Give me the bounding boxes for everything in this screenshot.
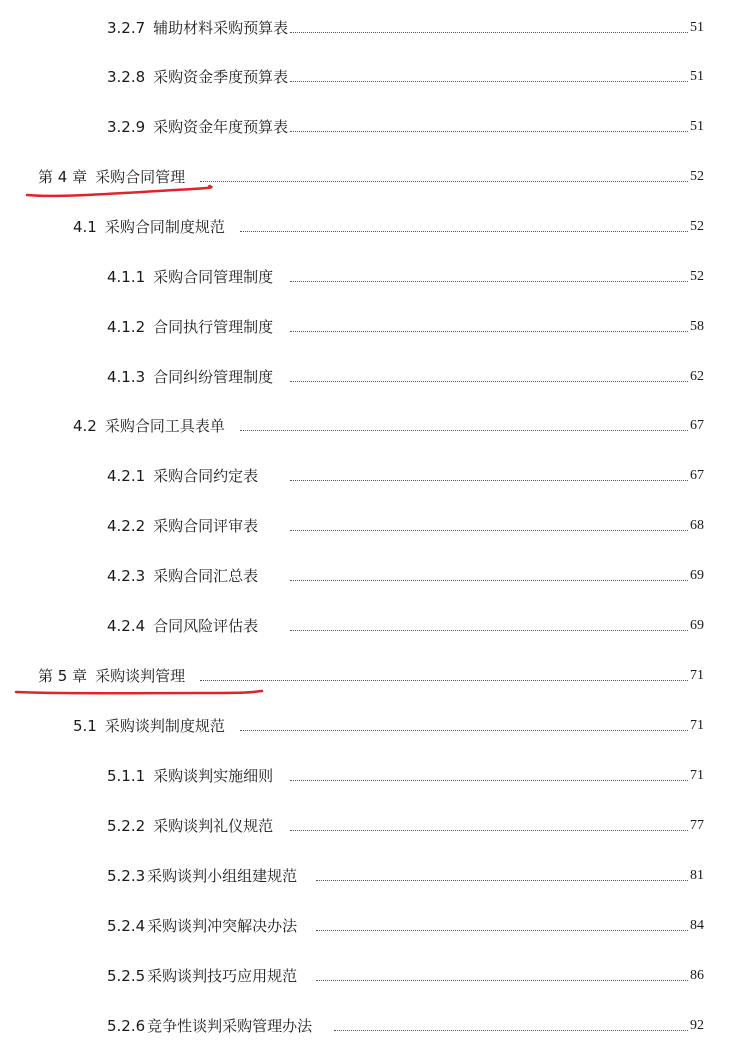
toc-leader-dots bbox=[290, 830, 698, 831]
toc-entry-title bbox=[38, 664, 187, 688]
toc-entry-title bbox=[107, 764, 275, 788]
toc-entry-title bbox=[107, 614, 260, 638]
toc-page-number: 68 bbox=[688, 514, 704, 538]
toc-page-number: 52 bbox=[688, 265, 704, 289]
toc-entry-number: 5.1.1 bbox=[107, 767, 146, 785]
toc-entry-number: 4.1.2 bbox=[107, 318, 146, 336]
toc-page-number: 71 bbox=[688, 764, 704, 788]
toc-entry[interactable] bbox=[0, 464, 740, 488]
toc-entry-label: 采购资金季度预算表 bbox=[153, 68, 289, 86]
toc-entry-label: 采购谈判管理 bbox=[95, 667, 186, 685]
toc-entry[interactable] bbox=[0, 315, 740, 339]
toc-entry[interactable] bbox=[0, 265, 740, 289]
toc-leader-dots bbox=[316, 880, 698, 881]
toc-leader-dots bbox=[290, 32, 698, 33]
toc-leader-dots bbox=[240, 430, 698, 431]
toc-entry[interactable] bbox=[0, 564, 740, 588]
toc-entry-number: 5.2.5 bbox=[107, 967, 146, 985]
toc-leader-dots bbox=[316, 980, 698, 981]
toc-page-number: 71 bbox=[688, 714, 704, 738]
toc-entry-label: 采购谈判制度规范 bbox=[104, 717, 225, 735]
toc-leader-dots bbox=[290, 530, 698, 531]
toc-entry-title bbox=[73, 215, 227, 239]
toc-page-number: 51 bbox=[688, 65, 704, 89]
toc-entry-title bbox=[107, 265, 275, 289]
toc-entry-title bbox=[107, 115, 290, 139]
toc-entry[interactable] bbox=[0, 864, 740, 888]
toc-entry-number: 4.1.1 bbox=[107, 268, 146, 286]
toc-entry[interactable] bbox=[0, 964, 740, 988]
toc-entry-number: 4.2.1 bbox=[107, 467, 146, 485]
toc-leader-dots bbox=[290, 630, 698, 631]
toc-entry-title bbox=[107, 864, 299, 888]
toc-entry-number: 4.1 bbox=[73, 218, 97, 236]
toc-entry-label: 合同纠纷管理制度 bbox=[153, 368, 274, 386]
toc-page-number: 69 bbox=[688, 614, 704, 638]
toc-page-number: 86 bbox=[688, 964, 704, 988]
toc-entry-label: 合同执行管理制度 bbox=[153, 318, 274, 336]
toc-page-number: 52 bbox=[688, 165, 704, 189]
toc-entry-title bbox=[107, 1014, 314, 1038]
toc-entry-number: 3.2.9 bbox=[107, 118, 146, 136]
toc-entry-number: 3.2.8 bbox=[107, 68, 146, 86]
toc-section-entry[interactable] bbox=[0, 215, 740, 239]
toc-leader-dots bbox=[316, 930, 698, 931]
toc-entry-label: 采购合同管理制度 bbox=[153, 268, 274, 286]
toc-page-number: 77 bbox=[688, 814, 704, 838]
toc-leader-dots bbox=[290, 580, 698, 581]
toc-entry-number: 4.2.3 bbox=[107, 567, 146, 585]
toc-leader-dots bbox=[240, 231, 698, 232]
toc-page-number: 67 bbox=[688, 414, 704, 438]
toc-entry-title bbox=[107, 914, 299, 938]
red-underline-chapter-5 bbox=[16, 691, 262, 693]
toc-leader-dots bbox=[290, 81, 698, 82]
toc-entry-label: 采购谈判小组组建规范 bbox=[147, 867, 298, 885]
toc-page-number: 71 bbox=[688, 664, 704, 688]
toc-entry-label: 采购资金年度预算表 bbox=[153, 118, 289, 136]
toc-leader-dots bbox=[290, 480, 698, 481]
toc-chapter-entry[interactable] bbox=[0, 664, 740, 688]
toc-leader-dots bbox=[334, 1030, 698, 1031]
toc-entry-label: 合同风险评估表 bbox=[153, 617, 259, 635]
toc-entry-title bbox=[107, 814, 275, 838]
toc-entry-number: 4.2.4 bbox=[107, 617, 146, 635]
toc-entry-label: 采购合同管理 bbox=[95, 168, 186, 186]
toc-page-number: 92 bbox=[688, 1014, 704, 1038]
toc-entry-label: 采购合同评审表 bbox=[153, 517, 259, 535]
toc-entry[interactable] bbox=[0, 814, 740, 838]
toc-entry-number: 5.2.2 bbox=[107, 817, 146, 835]
toc-entry-label: 采购谈判礼仪规范 bbox=[153, 817, 274, 835]
toc-entry-label: 采购合同工具表单 bbox=[104, 417, 225, 435]
toc-entry-label: 辅助材料采购预算表 bbox=[153, 19, 289, 37]
toc-entry-label: 采购谈判技巧应用规范 bbox=[147, 967, 298, 985]
toc-entry[interactable] bbox=[0, 614, 740, 638]
toc-page-number: 51 bbox=[688, 16, 704, 40]
toc-entry-number: 4.1.3 bbox=[107, 368, 146, 386]
toc-entry-number: 5.2.4 bbox=[107, 917, 146, 935]
toc-entry-title bbox=[107, 65, 290, 89]
toc-leader-dots bbox=[200, 181, 698, 182]
toc-entry[interactable] bbox=[0, 16, 740, 40]
toc-entry-number: 第 4 章 bbox=[38, 168, 88, 186]
toc-chapter-entry[interactable] bbox=[0, 165, 740, 189]
toc-entry-title bbox=[38, 165, 187, 189]
toc-page-number: 69 bbox=[688, 564, 704, 588]
toc-leader-dots bbox=[290, 381, 698, 382]
toc-entry-label: 采购谈判实施细则 bbox=[153, 767, 274, 785]
toc-entry-number: 5.2.3 bbox=[107, 867, 146, 885]
toc-entry-number: 第 5 章 bbox=[38, 667, 88, 685]
toc-section-entry[interactable] bbox=[0, 414, 740, 438]
toc-entry-label: 采购合同汇总表 bbox=[153, 567, 259, 585]
toc-page-number: 84 bbox=[688, 914, 704, 938]
toc-entry[interactable] bbox=[0, 764, 740, 788]
toc-entry[interactable] bbox=[0, 65, 740, 89]
toc-entry-title bbox=[107, 514, 260, 538]
toc-page-number: 58 bbox=[688, 315, 704, 339]
toc-leader-dots bbox=[200, 680, 698, 681]
toc-page-number: 62 bbox=[688, 365, 704, 389]
toc-leader-dots bbox=[290, 331, 698, 332]
toc-entry[interactable] bbox=[0, 365, 740, 389]
toc-entry-label: 竞争性谈判采购管理办法 bbox=[147, 1017, 313, 1035]
toc-entry[interactable] bbox=[0, 1014, 740, 1038]
toc-entry-label: 采购谈判冲突解决办法 bbox=[147, 917, 298, 935]
toc-leader-dots bbox=[240, 730, 698, 731]
toc-entry-title bbox=[107, 564, 260, 588]
toc-entry-title bbox=[107, 964, 299, 988]
toc-entry-number: 4.2 bbox=[73, 417, 97, 435]
toc-entry-label: 采购合同约定表 bbox=[153, 467, 259, 485]
toc-entry[interactable] bbox=[0, 914, 740, 938]
toc-page-number: 81 bbox=[688, 864, 704, 888]
toc-leader-dots bbox=[290, 131, 698, 132]
toc-page-number: 52 bbox=[688, 215, 704, 239]
toc-entry-title bbox=[107, 464, 260, 488]
toc-entry-number: 5.2.6 bbox=[107, 1017, 146, 1035]
toc-entry-title bbox=[107, 365, 275, 389]
toc-entry-label: 采购合同制度规范 bbox=[104, 218, 225, 236]
toc-section-entry[interactable] bbox=[0, 714, 740, 738]
toc-entry-title bbox=[73, 714, 227, 738]
toc-entry-number: 3.2.7 bbox=[107, 19, 146, 37]
toc-entry-number: 4.2.2 bbox=[107, 517, 146, 535]
toc-leader-dots bbox=[290, 281, 698, 282]
toc-page-number: 67 bbox=[688, 464, 704, 488]
toc-entry[interactable] bbox=[0, 514, 740, 538]
toc-entry-number: 5.1 bbox=[73, 717, 97, 735]
toc-entry-title bbox=[107, 16, 290, 40]
toc-entry[interactable] bbox=[0, 115, 740, 139]
toc-page-number: 51 bbox=[688, 115, 704, 139]
toc-entry-title bbox=[107, 315, 275, 339]
toc-leader-dots bbox=[290, 780, 698, 781]
toc-entry-title bbox=[73, 414, 227, 438]
